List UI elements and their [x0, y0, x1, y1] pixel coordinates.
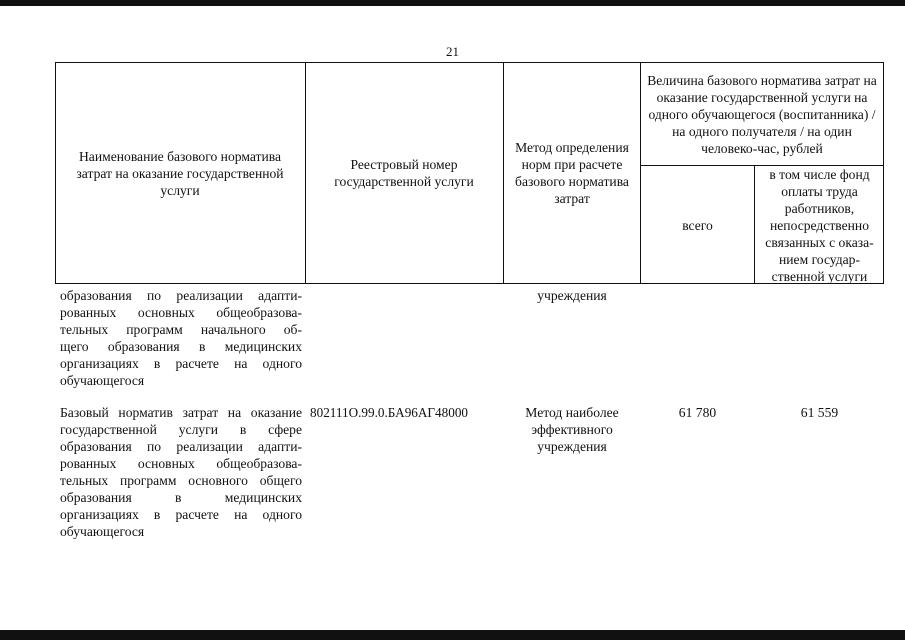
row-name-line: образования по реализации адапти- — [60, 439, 302, 454]
header-labor-fund: в том числе фонд оплаты труда работников, непосредственно связанных с оказа-нием государ-ственной услуги — [765, 166, 874, 284]
row-name-line: Базовый норматив затрат на оказание — [60, 405, 302, 420]
header-value-group: Величина базового норматива затрат на оказание государственной услуги на одного обучающегося (воспитанника) / на одного получателя / на один человеко-час, рублей — [647, 72, 877, 156]
scan-border-top — [0, 0, 905, 6]
row-name-line: образования в медицинских — [60, 490, 302, 505]
header-divider — [305, 62, 306, 284]
scan-border-bottom — [0, 630, 905, 640]
header-divider — [503, 62, 504, 284]
row-name-line: государственной услуги в сфере — [60, 422, 302, 437]
row-name-line: рованных основных общеобразова- — [60, 456, 302, 471]
header-name: Наименование базового норматива затрат на оказание государственной услуги — [76, 148, 284, 198]
header-registry: Реестровый номер государственной услуги — [334, 157, 474, 189]
header-total: всего — [682, 217, 713, 233]
row-name — [60, 287, 302, 389]
page-number: 21 — [446, 44, 459, 59]
row-name-line: тельных программ начального об- — [60, 322, 302, 337]
row-name-line: обучающегося — [60, 524, 145, 539]
row-name-line: щего образования в медицинских — [60, 339, 302, 354]
header-divider — [754, 165, 755, 284]
row-name — [60, 404, 302, 540]
header-method: Метод определения норм при расчете базового норматива затрат — [515, 140, 629, 206]
row-total: 61 780 — [678, 405, 717, 420]
row-name-line: образования по реализации адапти- — [60, 288, 302, 303]
row-method: учреждения — [537, 288, 607, 303]
row-name-line: организациях в расчете на одного — [60, 356, 302, 371]
row-name-line: обучающегося — [60, 373, 145, 388]
row-name-line: тельных программ основного общего — [60, 473, 302, 488]
row-name-line: организациях в расчете на одного — [60, 507, 302, 522]
row-name-line: рованных основных общеобразова- — [60, 305, 302, 320]
row-method: Метод наиболее эффективного учреждения — [525, 405, 619, 454]
row-registry: 802111О.99.0.БА96АГ48000 — [310, 405, 469, 420]
row-labor: 61 559 — [800, 405, 839, 420]
header-divider — [640, 62, 641, 284]
